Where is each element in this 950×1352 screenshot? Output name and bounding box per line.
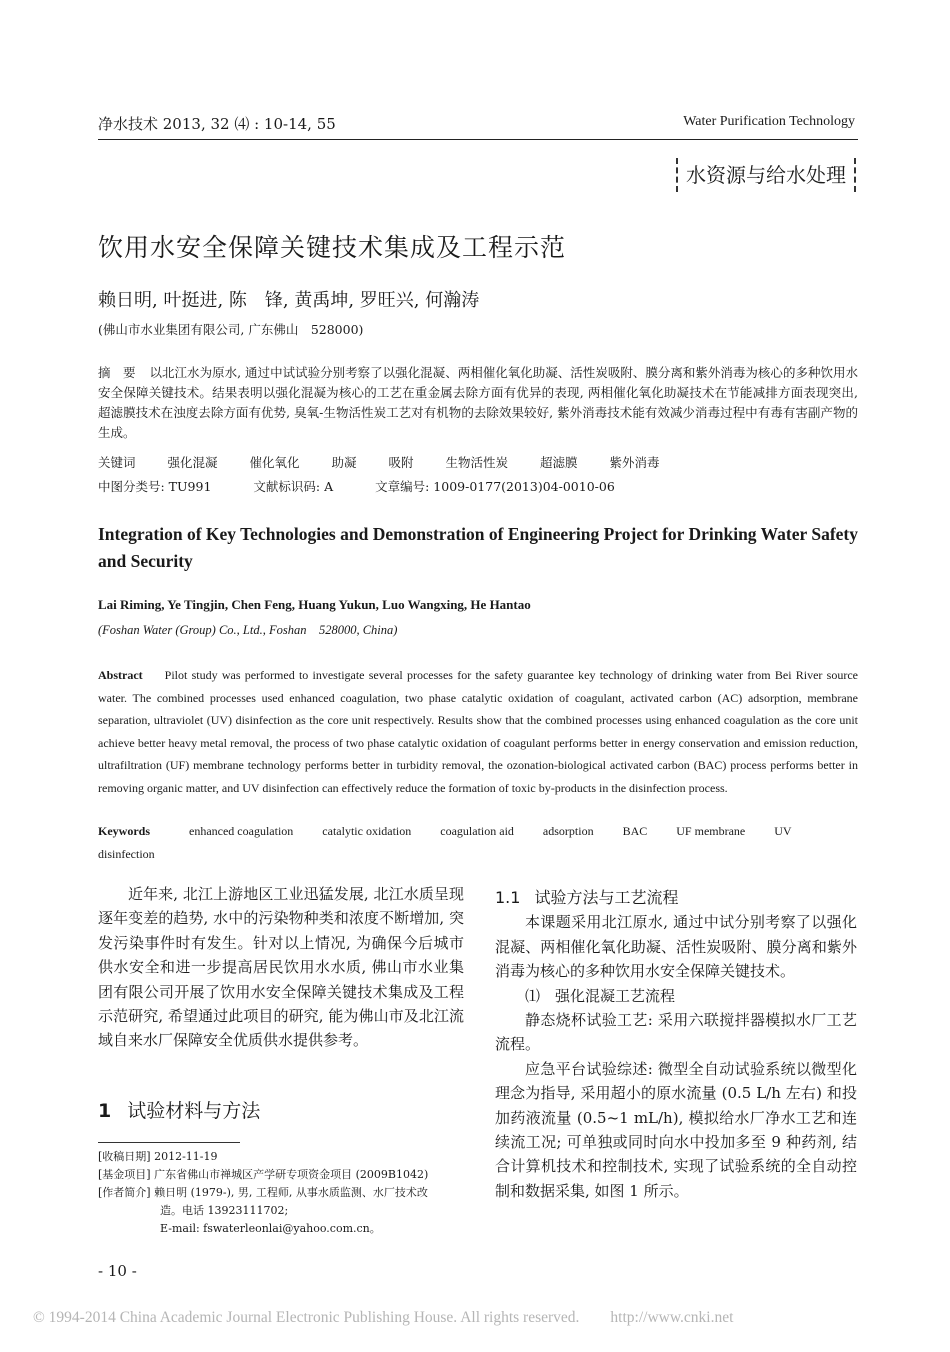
keyword-cn: 紫外消毒 — [609, 455, 660, 470]
journal-name-en: Water Purification Technology — [683, 114, 855, 129]
paragraph: 应急平台试验综述: 微型全自动试验系统以微型化理念为指导, 采用超小的原水流量 (0.5 L/h 左右) 和投加药液流量 (0.5~1 mL/h), 模拟给水厂净水工艺和连续流工况; 可单独或同时向水中投加多至 9 种药剂, 结合计算机技术和控制技术, 实现了试验系统的全自动控制和数据采集, 如图 1 所示。 — [495, 1059, 857, 1200]
keyword-en: BAC — [622, 824, 648, 838]
doc-code: 文献标识码: A — [253, 479, 334, 494]
keyword-en: UV disinfection — [98, 824, 792, 861]
footnote-author: [作者简介] 赖日明 (1979-), 男, 工程师, 从事水质监测、水厂技术改 — [98, 1186, 428, 1199]
keyword-en: coagulation aid — [440, 824, 514, 838]
section-number: 1 — [98, 1100, 112, 1122]
keyword-en: catalytic oxidation — [322, 824, 412, 838]
keyword-en: enhanced coagulation — [189, 824, 294, 838]
section-title: 试验材料与方法 — [127, 1100, 261, 1122]
page-number: - 10 - — [98, 1262, 137, 1280]
keyword-en: UF membrane — [676, 824, 746, 838]
paragraph: 静态烧杯试验工艺: 采用六联搅拌器模拟水厂工艺流程。 — [495, 1011, 857, 1054]
authors-en: Lai Riming, Ye Tingjin, Chen Feng, Huang Yukun, Luo Wangxing, He Hantao — [98, 597, 531, 612]
abstract-en — [98, 664, 858, 799]
title-cn: 饮用水安全保障关键技术集成及工程示范 — [98, 233, 567, 262]
keyword-en: adsorption — [542, 824, 594, 838]
keyword-cn: 吸附 — [388, 455, 414, 470]
list-item-heading: ⑴ 强化混凝工艺流程 — [525, 986, 676, 1005]
affiliation-cn: (佛山市水业集团有限公司, 广东佛山 528000) — [98, 322, 364, 337]
footnote-received: [收稿日期] 2012-11-19 — [98, 1150, 218, 1163]
authors-cn: 赖日明, 叶挺进, 陈 锋, 黄禹坤, 罗旺兴, 何瀚涛 — [98, 290, 480, 311]
body-left-column — [98, 882, 464, 1053]
footnotes — [98, 1148, 468, 1238]
keywords-cn-label: 关键词 — [98, 455, 136, 470]
classification-cn — [98, 477, 653, 495]
keywords-cn — [98, 453, 688, 471]
clc-number: 中图分类号: TU991 — [98, 479, 212, 494]
section-1-heading — [98, 1096, 260, 1123]
keyword-cn: 强化混凝 — [167, 455, 218, 470]
keywords-en-label: Keywords — [98, 824, 150, 838]
copyright-notice: © 1994-2014 China Academic Journal Electronic Publishing House. All rights reserved. http://www.cnki.net — [33, 1309, 734, 1326]
journal-citation-cn: 净水技术 2013, 32 ⑷ : 10-14, 55 — [98, 115, 336, 133]
column-tag: 水资源与给水处理 — [676, 158, 856, 192]
subsection-title: 试验方法与工艺流程 — [534, 888, 679, 907]
header-divider — [98, 139, 858, 140]
article-number: 文章编号: 1009-0177(2013)04-0010-06 — [375, 479, 615, 494]
paragraph: 本课题采用北江原水, 通过中试分别考察了以强化混凝、两相催化氧化助凝、活性炭吸附、膜分离和紫外消毒为核心的多种饮用水安全保障关键技术。 — [495, 913, 857, 981]
keywords-en — [98, 820, 858, 865]
intro-paragraph: 近年来, 北江上游地区工业迅猛发展, 北江水质呈现逐年变差的趋势, 水中的污染物种类和浓度不断增加, 突发污染事件时有发生。针对以上情况, 为确保今后城市供水安全和进一步提高居民饮用水水质, 佛山市水业集团有限公司开展了饮用水安全保障关键技术集成及工程示范研究, 希望通过此项目的研究, 能为佛山市及北江流域自来水厂保障安全优质供水提供参考。 — [98, 885, 464, 1050]
footnote-fund: [基金项目] 广东省佛山市禅城区产学研专项资金项目 (2009B1042) — [98, 1168, 429, 1181]
keyword-cn: 生物活性炭 — [445, 455, 509, 470]
keyword-cn: 超滤膜 — [540, 455, 578, 470]
footnote-author-cont: 造。电话 13923111702; — [160, 1204, 289, 1217]
footnote-email: E-mail: fswaterleonlai@yahoo.com.cn。 — [160, 1222, 381, 1235]
affiliation-en: (Foshan Water (Group) Co., Ltd., Foshan 528000, China) — [98, 623, 398, 637]
abstract-en-text: Pilot study was performed to investigate several processes for the safety guarantee key technology of drinking water from Bei River source water. The combined processes used enhanced coagulation, two phase catalytic oxidation of coagulant, activated carbon (AC) adsorption, membrane separation, ultraviolet (UV) disinfection as the core unit respectively. Results show that the combined processes using enhanced coagulation as the core unit achieve better heavy metal removal, the process of two phase catalytic oxidation of coagulant performs better in energy conservation and emission reduction, ultrafiltration (UF) membrane technology performs better in turbidity removal, the ozonation-biological activated carbon (BAC) process performs better in removing organic matter, and UV disinfection can effectively reduce the formation of toxic by-products in the disinfection process. — [98, 668, 858, 795]
keyword-cn: 助凝 — [331, 455, 357, 470]
footnote-divider — [98, 1142, 240, 1143]
abstract-cn-label: 摘 要 — [98, 365, 136, 380]
body-right-column — [495, 886, 857, 1203]
subsection-number: 1.1 — [495, 888, 521, 907]
abstract-cn — [98, 363, 858, 443]
keyword-cn: 催化氧化 — [249, 455, 300, 470]
abstract-cn-text: 以北江水为原水, 通过中试试验分别考察了以强化混凝、两相催化氧化助凝、活性炭吸附、膜分离和紫外消毒为核心的多种饮用水安全保障关键技术。结果表明以强化混凝为核心的工艺在重金属去除方面有优异的表现, 两相催化氧化助凝技术在节能减排方面表现突出, 超滤膜技术在浊度去除方面有优势, 臭氧-生物活性炭工艺对有机物的去除效果较好, 紫外消毒技术能有效减少消毒过程中有毒有害副产物的生成。 — [98, 365, 858, 440]
subsection-heading — [495, 886, 857, 910]
abstract-en-label: Abstract — [98, 668, 143, 682]
title-en: Integration of Key Technologies and Demonstration of Engineering Project for Drinking Water Safety and Security — [98, 524, 858, 571]
